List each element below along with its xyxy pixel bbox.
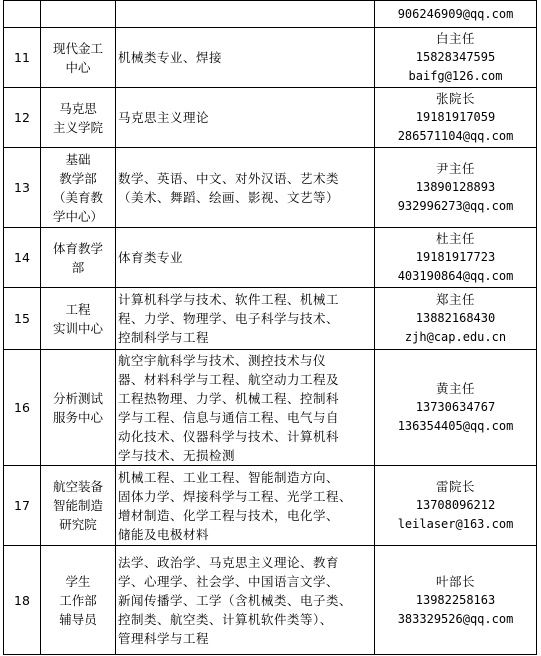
dept-line: 教学部 (59, 170, 97, 186)
majors-cell (116, 466, 375, 546)
contact-cell (375, 288, 537, 350)
major-line: 计算机科学与技术、软件工程、机械工 (118, 292, 340, 307)
contact-cell (375, 1, 537, 28)
majors-cell (116, 350, 375, 466)
dept-line: 主义学院 (52, 119, 103, 135)
phone-text: 19181917059 (415, 110, 496, 124)
major-line: 数学、英语、中文、对外汉语、艺术类 (118, 170, 340, 186)
dept-line: 现代金工 (52, 40, 103, 56)
major-line: 学、心理学、社会学、中国语言文学、 (118, 573, 340, 589)
table-row (4, 228, 537, 288)
major-line: 机械工程、工业工程、智能制造方向、 (118, 469, 340, 485)
num-cell: 15 (4, 288, 41, 350)
email-text: 136354405@qq.com (397, 419, 514, 433)
dept-line: 马克思 (59, 100, 97, 116)
num-cell: 14 (4, 228, 41, 288)
majors-cell (116, 88, 375, 148)
major-line: 新闻传播学、工学（含机械类、电子类、 (118, 592, 353, 608)
dept-line: 研究院 (59, 517, 97, 532)
num-cell: 16 (4, 350, 41, 466)
major-line: 管理科学与工程 (118, 630, 210, 646)
email-text: 286571104@qq.com (397, 129, 514, 143)
contact-cell (375, 88, 537, 148)
major-line: 储能及电极材料 (118, 526, 210, 542)
contact-cell (375, 350, 537, 466)
num-cell: 18 (4, 546, 41, 655)
contact-cell (375, 148, 537, 228)
dept-cell (41, 148, 116, 228)
email-text: 383329526@qq.com (397, 611, 514, 626)
num-cell: 17 (4, 466, 41, 546)
dept-line: 中心 (65, 59, 91, 75)
dept-cell (41, 28, 116, 88)
num-cell (4, 1, 41, 28)
dept-cell (41, 88, 116, 148)
dept-line: 智能制造 (52, 498, 103, 513)
dept-line: 学中心） (52, 208, 103, 224)
dept-line: 工作部 (59, 592, 97, 608)
num-cell: 12 (4, 88, 41, 148)
num-cell: 11 (4, 28, 41, 88)
contact-name: 白主任 (435, 31, 475, 46)
contact-cell (375, 546, 537, 655)
table-row (4, 148, 537, 228)
major-line: 工程热物理、力学、机械工程、控制科 (118, 390, 340, 406)
email-text: zjh@cap.edu.cn (404, 330, 507, 344)
dept-line: 基础 (65, 151, 91, 167)
major-line: 机械类专业、焊接 (118, 50, 223, 65)
contact-cell (375, 228, 537, 288)
dept-line: （美育教 (52, 189, 103, 205)
phone-text: 15828347595 (415, 50, 496, 64)
dept-line: 学生 (65, 573, 91, 589)
dept-line: 工程 (65, 301, 91, 317)
dept-cell (41, 466, 116, 546)
majors-cell (116, 228, 375, 288)
major-line: 学与工程、信息与通信工程、电气与自 (118, 409, 340, 425)
table-row (4, 288, 537, 350)
table-row (4, 350, 537, 466)
dept-cell (41, 228, 116, 288)
contact-cell (375, 466, 537, 546)
email-text: 403190864@qq.com (397, 269, 514, 283)
contact-name: 张院长 (435, 91, 475, 106)
table-row (4, 546, 537, 655)
major-line: 增材制造、化学工程与技术，电化学、 (118, 507, 340, 523)
majors-cell (116, 288, 375, 350)
contact-name: 雷院长 (435, 479, 475, 494)
table-row (4, 88, 537, 148)
contact-cell (375, 28, 537, 88)
major-line: 学与技术、无损检测 (118, 447, 236, 463)
table-row (4, 466, 537, 546)
dept-line: 实训中心 (52, 320, 103, 336)
phone-text: 13982258163 (415, 592, 496, 607)
dept-cell (41, 288, 116, 350)
major-line: 器、材料科学与工程、航空动力工程及 (118, 371, 340, 387)
dept-line: 服务中心 (52, 409, 103, 425)
dept-cell (41, 350, 116, 466)
email-text: 932996273@qq.com (397, 199, 514, 213)
contact-name: 叶部长 (435, 573, 475, 589)
dept-line: 分析测试 (52, 390, 103, 406)
contact-name: 杜主任 (435, 231, 475, 246)
phone-text: 13708096212 (415, 498, 496, 512)
table-row (4, 1, 537, 28)
major-line: 程、力学、物理学、电子科学与技术、 (118, 311, 340, 326)
major-line: 体育类专业 (118, 250, 184, 265)
email-text: leilaser@163.com (397, 517, 514, 531)
major-line: 控制类、航空类、计算机软件类等）、 (118, 611, 333, 627)
majors-cell (116, 28, 375, 88)
email-text: 906246909@qq.com (397, 6, 514, 21)
major-line: 固体力学、焊接科学与工程、光学工程、 (118, 488, 353, 504)
phone-text: 13890128893 (415, 180, 496, 194)
dept-line: 体育教学 (52, 240, 103, 256)
major-line: 马克思主义理论 (118, 110, 210, 125)
majors-cell (116, 546, 375, 655)
majors-cell (116, 148, 375, 228)
dept-line: 辅导员 (59, 611, 97, 627)
major-line: 控制科学与工程 (118, 330, 210, 345)
contact-name: 黄主任 (435, 381, 475, 396)
phone-text: 19181917723 (415, 250, 496, 264)
email-text: baifg@126.com (408, 69, 503, 83)
major-line: 航空宇航科学与技术、测控技术与仪 (118, 352, 327, 368)
contact-name: 郑主任 (435, 292, 475, 307)
major-line: （美术、舞蹈、绘画、影视、文艺等） (118, 189, 340, 205)
phone-text: 13730634767 (415, 400, 496, 414)
contact-name: 尹主任 (435, 161, 475, 176)
phone-text: 13882168430 (415, 311, 496, 325)
major-line: 动化技术、仪器科学与技术、计算机科 (118, 428, 340, 444)
num-cell: 13 (4, 148, 41, 228)
major-line: 法学、政治学、马克思主义理论、教育 (118, 554, 340, 570)
dept-line: 航空装备 (52, 479, 103, 494)
table-row (4, 28, 537, 88)
dept-cell (41, 1, 116, 28)
contacts-table (3, 0, 537, 655)
dept-cell (41, 546, 116, 655)
dept-line: 部 (71, 259, 85, 275)
majors-cell (116, 1, 375, 28)
